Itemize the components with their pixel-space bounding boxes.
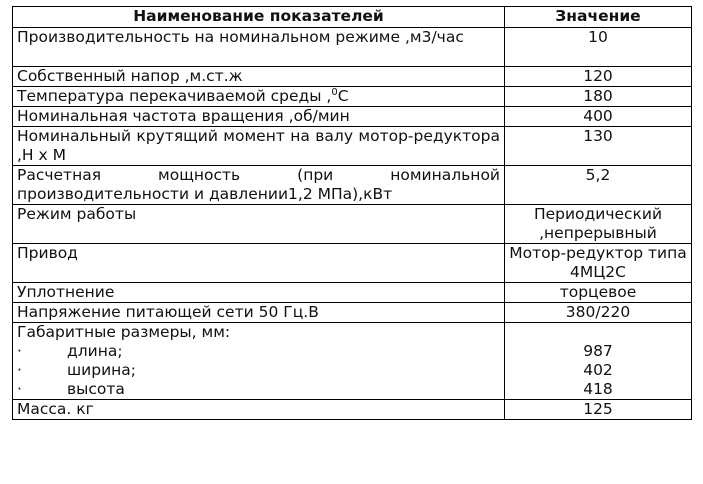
row-value-temperature: 180: [505, 87, 692, 107]
table-row: [13, 400, 692, 420]
row-value-voltage: 380/220: [505, 303, 692, 323]
dimension-height-value: 418: [583, 380, 613, 398]
row-name-operating-mode: Режим работы: [13, 205, 505, 244]
table-row: [13, 107, 692, 127]
bullet-icon: ·: [17, 380, 22, 398]
dimension-item: [17, 380, 500, 399]
dimension-length-label: длина;: [67, 342, 123, 360]
table-row: [13, 87, 692, 107]
row-value-head: 120: [505, 67, 692, 87]
degree-superscript: 0: [331, 87, 338, 98]
row-name-mass: Масса. кг: [13, 400, 505, 420]
row-value-torque: 130: [505, 127, 692, 166]
row-value-operating-mode: Периодический ,непрерывный: [505, 205, 692, 244]
table-header-row: [13, 7, 692, 28]
row-value-power: 5,2: [505, 166, 692, 205]
specifications-table: [12, 6, 692, 420]
dimensions-label: Габаритные размеры, мм:: [17, 323, 231, 341]
row-name-head: Собственный напор ,м.ст.ж: [13, 67, 505, 87]
table-row: [13, 303, 692, 323]
row-name-temperature: [13, 87, 505, 107]
row-name-drive: Привод: [13, 244, 505, 283]
dimension-width-value: 402: [583, 361, 613, 379]
table-row: [13, 67, 692, 87]
bullet-icon: ·: [17, 361, 22, 379]
dimension-height-label: высота: [67, 380, 125, 398]
row-name-rotation-speed: Номинальная частота вращения ,об/мин: [13, 107, 505, 127]
table-row: [13, 244, 692, 283]
row-name-seal: Уплотнение: [13, 283, 505, 303]
dimension-item: [17, 361, 500, 380]
row-value-capacity: 10: [505, 28, 692, 67]
header-name: Наименование показателей: [13, 7, 505, 28]
table-row: [13, 127, 692, 166]
table-row: [13, 205, 692, 244]
row-name-power: Расчетная мощность (при номинальной производительности и давлении1,2 МПа),кВт: [13, 166, 505, 205]
row-value-seal: торцевое: [505, 283, 692, 303]
row-value-dimensions: [505, 323, 692, 400]
dimension-length-value: 987: [583, 342, 613, 360]
row-value-drive: Мотор-редуктор типа 4МЦ2С: [505, 244, 692, 283]
table-row: [13, 28, 692, 67]
row-name-capacity: Производительность на номинальном режиме ,м3/час: [13, 28, 505, 67]
row-name-dimensions: [13, 323, 505, 400]
dimension-width-label: ширина;: [67, 361, 137, 379]
row-value-mass: 125: [505, 400, 692, 420]
row-name-voltage: Напряжение питающей сети 50 Гц.В: [13, 303, 505, 323]
dimension-item: [17, 342, 500, 361]
temperature-unit: С: [337, 87, 349, 105]
header-value: Значение: [505, 7, 692, 28]
bullet-icon: ·: [17, 342, 22, 360]
table-row: [13, 283, 692, 303]
row-value-rotation-speed: 400: [505, 107, 692, 127]
table-row: [13, 323, 692, 400]
temperature-label: Температура перекачиваемой среды ,: [17, 87, 332, 105]
row-name-torque: Номинальный крутящий момент на валу мотор-редуктора ,Н х М: [13, 127, 505, 166]
table-row: [13, 166, 692, 205]
